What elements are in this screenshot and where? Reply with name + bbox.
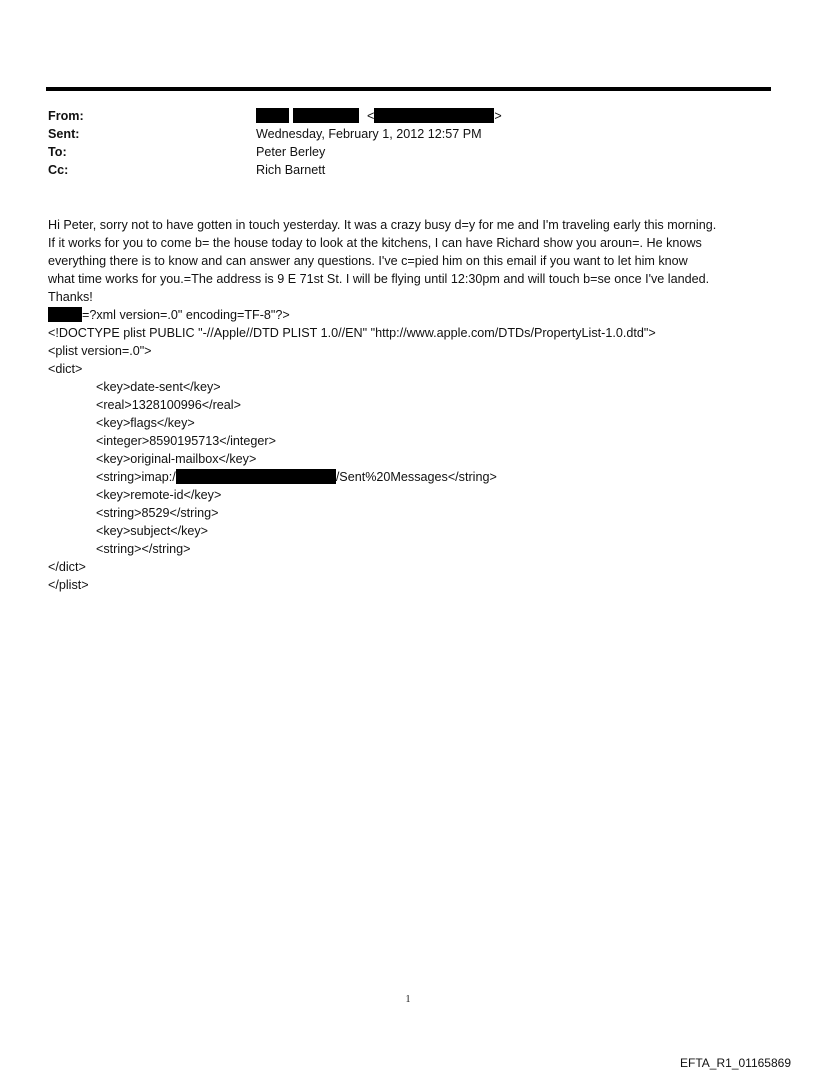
to-row bbox=[48, 143, 502, 161]
doctype-line: <!DOCTYPE plist PUBLIC "-//Apple//DTD PLIST 1.0//EN" "http://www.apple.com/DTDs/PropertyList-1.0.dtd"> bbox=[48, 326, 656, 340]
sent-value: Wednesday, February 1, 2012 12:57 PM bbox=[256, 127, 482, 141]
plist-entry: <string>8529</string> bbox=[96, 506, 219, 520]
xml-declaration-line bbox=[48, 306, 788, 324]
from-label: From: bbox=[48, 109, 84, 123]
from-lt: < bbox=[367, 109, 375, 123]
body-line: everything there is to know and can answer any questions. I've c=pied him on this email if you want to let him know bbox=[48, 254, 688, 268]
redaction-bar bbox=[48, 307, 82, 322]
plist-entry: <key>remote-id</key> bbox=[96, 488, 222, 502]
bates-number: EFTA_R1_01165869 bbox=[680, 1056, 791, 1070]
email-body bbox=[48, 216, 788, 594]
plist-entry: <string></string> bbox=[96, 542, 191, 556]
body-line: Thanks! bbox=[48, 290, 93, 304]
redaction-bar bbox=[374, 108, 494, 123]
xml-declaration: =?xml version=.0" encoding=TF-8"?> bbox=[82, 308, 290, 322]
plist-close-line: </plist> bbox=[48, 578, 89, 592]
to-label: To: bbox=[48, 145, 67, 159]
plist-entry: <real>1328100996</real> bbox=[96, 398, 241, 412]
imap-prefix: <string>imap:/ bbox=[96, 470, 176, 484]
redaction-bar bbox=[256, 108, 289, 123]
plist-entry: <integer>8590195713</integer> bbox=[96, 434, 276, 448]
plist-entry: <key>flags</key> bbox=[96, 416, 195, 430]
plist-open-line: <plist version=.0"> bbox=[48, 344, 152, 358]
redaction-bar bbox=[176, 469, 336, 484]
cc-label: Cc: bbox=[48, 163, 69, 177]
plist-entry: <key>original-mailbox</key> bbox=[96, 452, 257, 466]
sent-row bbox=[48, 125, 502, 143]
sent-label: Sent: bbox=[48, 127, 80, 141]
from-value bbox=[256, 107, 502, 125]
header-rule bbox=[46, 87, 771, 91]
body-line: what time works for you.=The address is 9 E 71st St. I will be flying until 12:30pm and will touch b=se once I've landed. bbox=[48, 272, 710, 286]
dict-close-line: </dict> bbox=[48, 560, 86, 574]
imap-line bbox=[48, 468, 788, 486]
cc-value: Rich Barnett bbox=[256, 163, 326, 177]
plist-entry: <key>subject</key> bbox=[96, 524, 209, 538]
redaction-bar bbox=[293, 108, 359, 123]
from-gt: > bbox=[494, 109, 502, 123]
dict-open-line: <dict> bbox=[48, 362, 83, 376]
from-row bbox=[48, 107, 502, 125]
plist-entry: <key>date-sent</key> bbox=[96, 380, 221, 394]
imap-suffix: /Sent%20Messages</string> bbox=[335, 470, 497, 484]
to-value: Peter Berley bbox=[256, 145, 326, 159]
body-line: Hi Peter, sorry not to have gotten in touch yesterday. It was a crazy busy d=y for me and I'm traveling early this morning. bbox=[48, 218, 717, 232]
cc-row bbox=[48, 161, 502, 179]
page-number: 1 bbox=[405, 994, 411, 1005]
email-header bbox=[48, 107, 502, 179]
body-line: If it works for you to come b= the house today to look at the kitchens, I can have Richard show you aroun=. He knows bbox=[48, 236, 702, 250]
